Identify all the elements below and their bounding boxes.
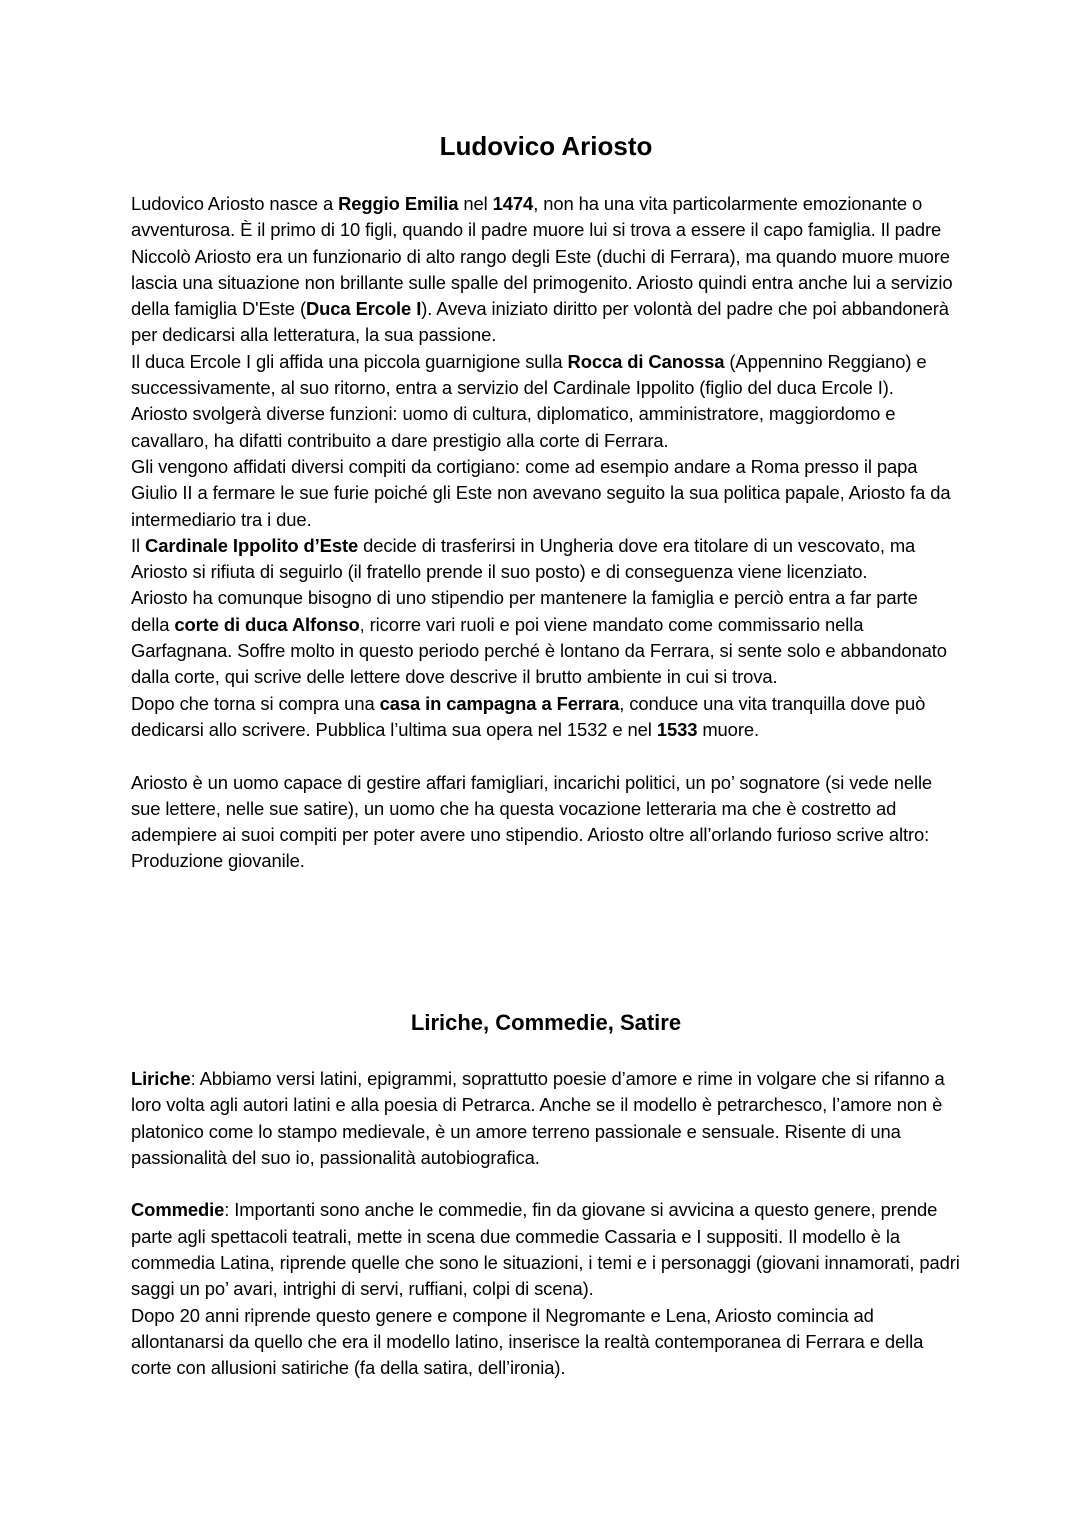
- text-run: decide di trasferirsi in Ungheria dove era titolare di un vescovato, ma Ariosto si rifiuta di seguirlo (il fratello prende il suo posto) e di conseguenza viene licenziato.: [131, 534, 916, 583]
- text-run: ). Aveva iniziato diritto per volontà del padre che poi abbandonerà per dedicarsi alla letteratura, la sua passione.: [131, 298, 949, 346]
- section-heading: Liriche, Commedie, Satire: [410, 1010, 682, 1035]
- text-run: Il: [131, 534, 146, 556]
- text-run: , non ha una vita particolarmente emozionante o avventurosa. È il primo di 10 figli, quando il padre muore lui si trova a essere il capo famiglia. Il padre Niccolò Ariosto era un funzionario di alto rango degli Este (duchi di Ferrara), ma quando muore muore lascia una situazione non brillante sulle spalle del primogenito. Ariosto quindi entra anche lui a servizio della famiglia D'Este (: [131, 193, 953, 320]
- page-title: Ludovico Ariosto: [439, 131, 653, 161]
- paragraph: [131, 585, 961, 690]
- text-run: Ariosto ha comunque bisogno di uno stipendio per mantenere la famiglia e perciò entra a far parte della: [131, 587, 918, 635]
- paragraph: [131, 1303, 961, 1382]
- paragraph: [131, 401, 961, 454]
- paragraph-liriche: [131, 1066, 961, 1171]
- paragraph: [131, 770, 961, 875]
- text-run: , ricorre vari ruoli e poi viene mandato come commissario nella Garfagnana. Soffre molto in questo periodo perché è lontano da Ferrara, si sente solo e abbandonato dalla corte, qui scrive delle lettere dove descrive il brutto ambiente in cui si trova.: [131, 613, 947, 688]
- text-run: : Importanti sono anche le commedie, fin da giovane si avvicina a questo genere, prende parte agli spettacoli teatrali, mette in scena due commedie Cassaria e I suppositi. Il modello è la commedia Latina, riprende quelle che sono le situazioni, i temi e i personaggi (giovani innamorati, padri saggi un po’ avari, intrighi di servi, ruffiani, colpi di scena).: [131, 1199, 960, 1300]
- paragraph: [131, 191, 961, 349]
- text-run: muore.: [697, 718, 759, 740]
- bold-text: corte di duca Alfonso: [174, 613, 360, 635]
- bold-text: Duca Ercole I: [305, 298, 422, 320]
- paragraph: [131, 349, 961, 402]
- biography-section: [131, 191, 961, 875]
- bold-text: 1533: [656, 718, 698, 740]
- bold-text: Reggio Emilia: [338, 193, 459, 214]
- bold-text: Cardinale Ippolito d’Este: [145, 534, 359, 556]
- bold-text: Rocca di Canossa: [567, 350, 725, 372]
- paragraph-commedie: [131, 1197, 961, 1302]
- text-run: (Appennino Reggiano) e successivamente, al suo ritorno, entra a servizio del Cardinale Ippolito (figlio del duca Ercole I).: [131, 350, 927, 399]
- paragraph: [131, 454, 961, 533]
- works-section: [131, 1066, 961, 1382]
- text-run: nel: [458, 193, 493, 214]
- paragraph: [131, 533, 961, 586]
- paragraph: [131, 691, 961, 744]
- bold-text: 1474: [492, 193, 534, 214]
- text-run: Dopo che torna si compra una: [131, 692, 380, 714]
- text-run: : Abbiamo versi latini, epigrammi, soprattutto poesie d’amore e rime in volgare che si rifanno a loro volta agli autori latini e alla poesia di Petrarca. Anche se il modello è petrarchesco, l’amore non è platonico come lo stampo medievale, è un amore terreno passionale e sensuale. Risente di una passionalità del suo io, passionalità autobiografica.: [131, 1068, 945, 1168]
- text-run: Gli vengono affidati diversi compiti da cortigiano: come ad esempio andare a Roma presso il papa Giulio II a fermare le sue furie poiché gli Este non avevano seguito la sua politica papale, Ariosto fa da intermediario tra i due.: [131, 455, 951, 530]
- text-run: Ariosto è un uomo capace di gestire affari famigliari, incarichi politici, un po’ sognatore (si vede nelle sue lettere, nelle sue satire), un uomo che ha questa vocazione letteraria ma che è costretto ad adempiere ai suoi compiti per poter avere uno stipendio. Ariosto oltre all’orlando furioso scrive altro: Produzione giovanile.: [131, 771, 933, 872]
- text-run: Ariosto svolgerà diverse funzioni: uomo di cultura, diplomatico, amministratore, maggiordomo e cavallaro, ha difatti contribuito a dare prestigio alla corte di Ferrara.: [131, 403, 896, 451]
- bold-text: casa in campagna a Ferrara: [379, 692, 620, 714]
- text-run: Dopo 20 anni riprende questo genere e compone il Negromante e Lena, Ariosto comincia ad allontanarsi da quello che era il modello latino, inserisce la realtà contemporanea di Ferrara e della corte con allusioni satiriche (fa della satira, dell’ironia).: [131, 1304, 924, 1379]
- bold-text: Commedie: [131, 1199, 225, 1221]
- text-run: , conduce una vita tranquilla dove può dedicarsi allo scrivere. Pubblica l’ultima sua opera nel 1532 e nel: [131, 692, 926, 740]
- spacer: [131, 1171, 961, 1197]
- bold-text: Liriche: [131, 1068, 191, 1089]
- text-run: Ludovico Ariosto nasce a: [131, 193, 339, 214]
- text-run: Il duca Ercole I gli affida una piccola guarnigione sulla: [131, 350, 568, 372]
- spacer: [131, 743, 961, 769]
